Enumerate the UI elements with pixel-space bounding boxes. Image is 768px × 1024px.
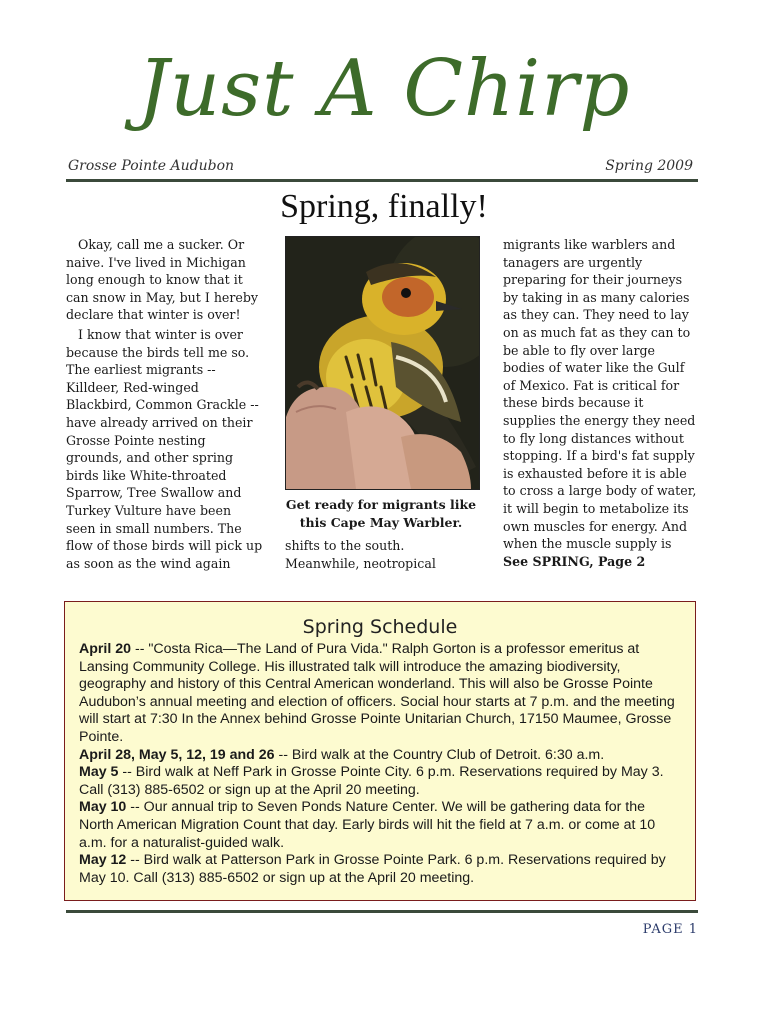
schedule-entry-date: April 20 bbox=[79, 641, 132, 657]
schedule-entry bbox=[79, 641, 681, 747]
schedule-entry-date: April 28, May 5, 12, 19 and 26 bbox=[79, 746, 275, 763]
top-divider bbox=[66, 179, 698, 182]
article-column-3 bbox=[503, 236, 699, 570]
photo-caption: Get ready for migrants like this Cape May Warbler. bbox=[285, 497, 477, 530]
schedule-entry-text: -- Bird walk at Patterson Park in Grosse Pointe Park. 6 p.m. Reservations required by May 10. Call (313) 885-6502 or sign up at the April 20 meeting. bbox=[79, 852, 666, 886]
article-paragraph: shifts to the south. Meanwhile, neotropical bbox=[285, 538, 436, 571]
schedule-entry-text: -- "Costa Rica—The Land of Pura Vida." Ralph Gorton is a professor emeritus at Lansing Community College. His illustrated talk will introduce the amazing biodiversity, geography and history of this Central American wonderland. This will also be Grosse Pointe Audubon’s annual meeting and election of officers. Social hour starts at 7 p.m. and the meeting will start at 7:30 In the Annex behind Grosse Pointe Unitarian Church, 17150 Maumee, Grosse Pointe. bbox=[79, 641, 675, 745]
newsletter-title: Just A Chirp bbox=[137, 44, 631, 134]
spring-schedule-box bbox=[64, 601, 696, 901]
schedule-entry-date: May 12 bbox=[79, 852, 127, 869]
schedule-entry-date: May 5 bbox=[79, 764, 119, 781]
bottom-divider bbox=[66, 910, 698, 913]
schedule-entry-date: May 10 bbox=[79, 799, 127, 816]
article-paragraph: I know that winter is over because the birds tell me so. The earliest migrants -- Killdeer, Red-winged Blackbird, Common Grackle -- have already arrived on their Grosse Pointe nesting grounds, and other spring birds like White-throated Sparrow, Tree Swallow and Turkey Vulture have been seen in small numbers. The flow of those birds will pick up as soon as the wind again bbox=[66, 326, 263, 571]
article-column-1 bbox=[66, 236, 264, 574]
page-number: PAGE 1 bbox=[642, 922, 698, 937]
cape-may-warbler-illustration bbox=[286, 237, 479, 489]
warbler-photo bbox=[285, 236, 480, 490]
schedule-title: Spring Schedule bbox=[302, 616, 458, 638]
article-paragraph: Okay, call me a sucker. Or naive. I've lived in Michigan long enough to know that it can snow in May, but I hereby declare that winter is over! bbox=[66, 237, 259, 323]
schedule-entry-text: -- Bird walk at the Country Club of Detroit. 6:30 a.m. bbox=[274, 746, 605, 763]
article-column-2 bbox=[285, 537, 481, 572]
schedule-entry-text: -- Our annual trip to Seven Ponds Nature Center. We will be gathering data for the North American Migration Count that day. Early birds will hit the field at 7 a.m. or come at 10 a.m. for a naturalist-guided walk. bbox=[79, 799, 656, 851]
schedule-entry-text: -- Bird walk at Neff Park in Grosse Pointe City. 6 p.m. Reservations required by May 3. Call (313) 885-6502 or sign up at the April 20 meeting. bbox=[79, 764, 664, 798]
article-headline: Spring, finally! bbox=[280, 188, 488, 225]
schedule-entry bbox=[79, 799, 681, 852]
schedule-entry bbox=[79, 852, 681, 887]
issue-date: Spring 2009 bbox=[605, 158, 693, 174]
organization-name: Grosse Pointe Audubon bbox=[68, 158, 235, 174]
continued-link[interactable]: See SPRING, Page 2 bbox=[503, 553, 646, 569]
schedule-entry bbox=[79, 764, 681, 799]
schedule-entry bbox=[79, 747, 681, 765]
article-paragraph: migrants like warblers and tanagers are urgently preparing for their journeys by taking in as many calories as they can. They need to lay on as much fat as they can to be able to fly over large bodies of water like the Gulf of Mexico. Fat is critical for these birds because it supplies the energy they need to fly long distances without stopping. If a bird's fat supply is exhausted before it is able to cross a large body of water, it will begin to metabolize its own muscles for energy. And when the muscle supply is bbox=[503, 237, 697, 552]
